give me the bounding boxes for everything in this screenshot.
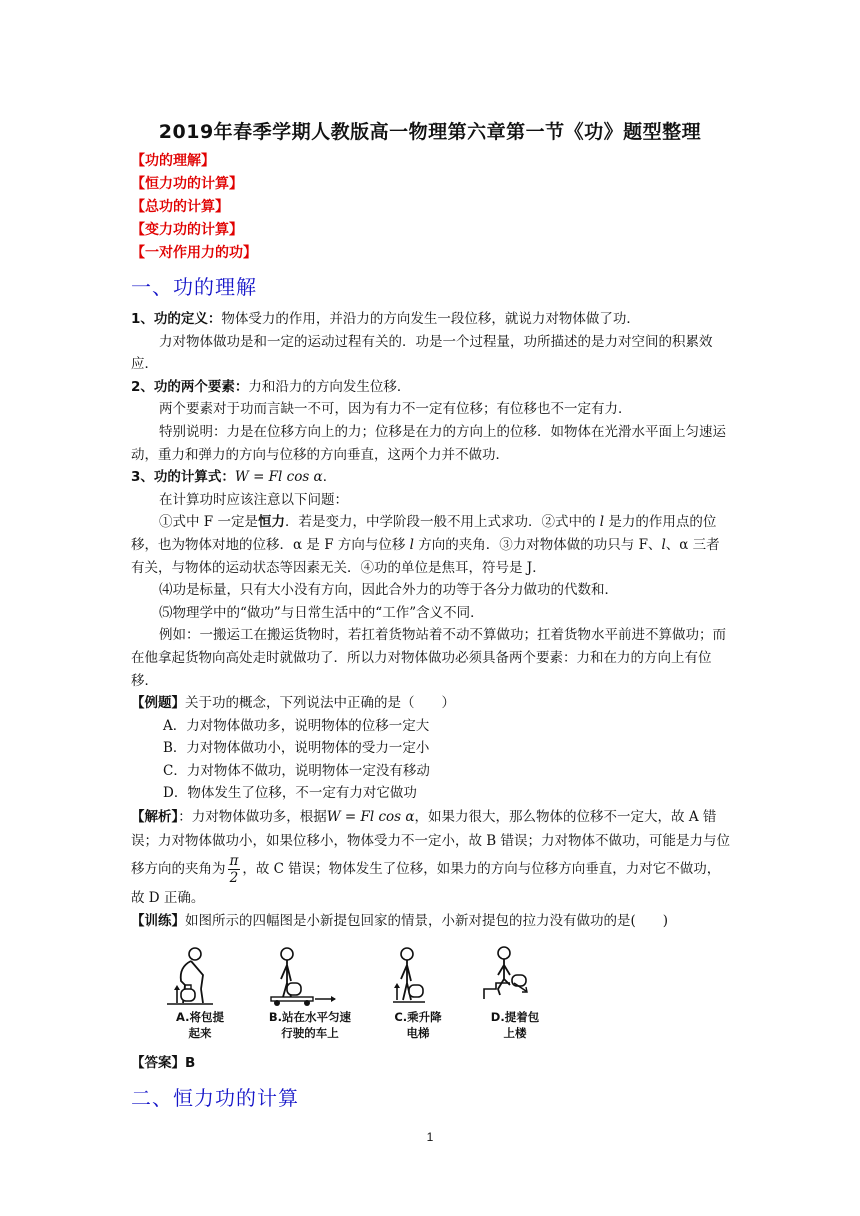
paragraph [131,308,731,331]
fraction-numerator: π [229,853,239,870]
option-a: A．力对物体做功多，说明物体的位移一定大 [163,717,430,734]
fraction-pi-over-2 [228,853,241,886]
section-heading: 二、恒力功的计算 [131,1086,299,1110]
figure-caption [155,1009,245,1041]
analysis-label: 【解析】 [131,809,179,826]
figure-b [255,945,365,1050]
text-run: ．若是变力，中学阶段一般不用上式求功．②式中的 [284,514,600,531]
work-formula: W = Fl cos α [326,809,415,826]
toc-item[interactable]: 【总功的计算】 [131,199,229,215]
text-run: 是力的作用点的位移，也为物体对地的位移．α 是 F 方向与位移 [131,514,717,553]
term-label: 3、功的计算式： [131,469,235,486]
punctuation: ． [322,469,337,486]
training-label: 【训练】 [131,913,185,930]
variable-l: l [409,536,414,553]
toc-item[interactable]: 【恒力功的计算】 [131,176,243,192]
table-of-contents [131,150,257,265]
training-question [131,910,731,933]
caption-line: C.乘升降 [394,1010,442,1024]
analysis [131,805,731,910]
text-run: 方向的夹角．③力对物体做的功只与 F、 [413,536,662,553]
figure-a [155,945,245,1050]
paragraph [131,511,731,579]
person-lifting-bag-icon [155,945,225,1007]
answer-value: B [185,1055,196,1071]
section-heading: 一、功的理解 [131,275,257,299]
paragraph: 特别说明：力是在位移方向上的力；位移是在力的方向上的位移．如物体在光滑水平面上匀速运动，重力和弹力的方向与位移的方向垂直，这两个力并不做功． [131,423,726,463]
text-run: 、α 三者有关，与物体的运动状态等因素无关．④功的单位是焦耳，符号是 J． [131,536,720,576]
toc-item[interactable]: 【一对作用力的功】 [131,245,257,261]
text-run: ①式中 F 一定是 [159,514,258,531]
answer-block [131,1052,731,1075]
person-in-elevator-icon [373,945,443,1007]
work-formula: W = Fl cos α [234,469,323,486]
document-title: 2019年春季学期人教版高一物理第六章第一节《功》题型整理 [158,121,702,143]
variable-l: l [661,536,666,553]
caption-line: 上楼 [503,1026,527,1040]
figure-row [155,945,575,1050]
figure-caption [373,1009,463,1041]
option-d: D．物体发生了位移，不一定有力对它做功 [163,785,417,802]
text-run: ，故 C 错误；物体发生了位移，如果力的方向与位移方向垂直，力对它不做功，故 D 正确。 [131,861,721,907]
paragraph [131,376,731,399]
option-b: B．力对物体做功小，说明物体的受力一定小 [163,740,430,757]
section-body [131,308,731,933]
caption-line: 起来 [188,1026,212,1040]
text-run: ：力对物体做功多，根据 [178,809,327,826]
text-run: ，如果力很大，那么物体的位移不一定大，故 A 错误；力对物体做功小，如果位移小，物体受力不一定小，故 B 错误；力对物体不做功，可能是力与位移方向的夹角为 [131,809,731,878]
variable-l: l [599,514,605,531]
toc-item[interactable]: 【功的理解】 [131,153,215,169]
emphasis: 恒力 [257,514,285,531]
figure-c [373,945,463,1050]
person-on-moving-cart-icon [255,945,345,1007]
term-label: 1、功的定义： [131,311,222,327]
paragraph: 例如：一搬运工在搬运货物时，若扛着货物站着不动不算做功；扛着货物水平前进不算做功；而在他拿起货物向高处走时就做功了．所以力对物体做功必须具备两个要素：力和在力的方向上有位移． [131,627,726,689]
figure-caption [470,1009,560,1041]
caption-line: 电梯 [406,1026,430,1040]
question-text: 关于功的概念，下列说法中正确的是（ ） [185,695,455,712]
caption-line: D.提着包 [490,1010,540,1024]
caption-line: B.站在水平匀速 [268,1010,352,1024]
paragraph: 在计算功时应该注意以下问题： [159,491,348,508]
answer-label: 【答案】 [131,1055,185,1071]
paragraph-text: 物体受力的作用，并沿力的方向发生一段位移，就说力对物体做了功． [221,311,640,327]
paragraph [131,466,731,489]
person-climbing-stairs-icon [470,945,540,1007]
example-label: 【例题】 [131,695,185,712]
page-number: 1 [426,1130,434,1144]
toc-item[interactable]: 【变力功的计算】 [131,222,243,238]
paragraph-text: 力和沿力的方向发生位移． [248,378,411,395]
option-c: C．力对物体不做功，说明物体一定没有移动 [163,762,430,779]
paragraph: 力对物体做功是和一定的运动过程有关的．功是一个过程量，功所描述的是力对空间的积累效应． [131,333,713,373]
figure-d [470,945,560,1050]
fraction-denominator: 2 [229,870,239,887]
paragraph: 两个要素对于功而言缺一不可，因为有力不一定有位移；有位移也不一定有力． [159,401,632,418]
paragraph: ⑸物理学中的“做功”与日常生活中的“工作”含义不同． [159,604,484,621]
caption-line: A.将包提 [176,1010,224,1024]
caption-line: 行驶的车上 [281,1026,339,1040]
answer [131,1052,731,1075]
example-question [131,692,731,715]
term-label: 2、功的两个要素： [131,378,249,395]
figure-caption [255,1009,365,1041]
paragraph: ⑷功是标量，只有大小没有方向，因此合外力的功等于各分力做功的代数和． [159,582,618,599]
question-text: 如图所示的四幅图是小新提包回家的情景，小新对提包的拉力没有做功的是( ) [185,913,669,930]
